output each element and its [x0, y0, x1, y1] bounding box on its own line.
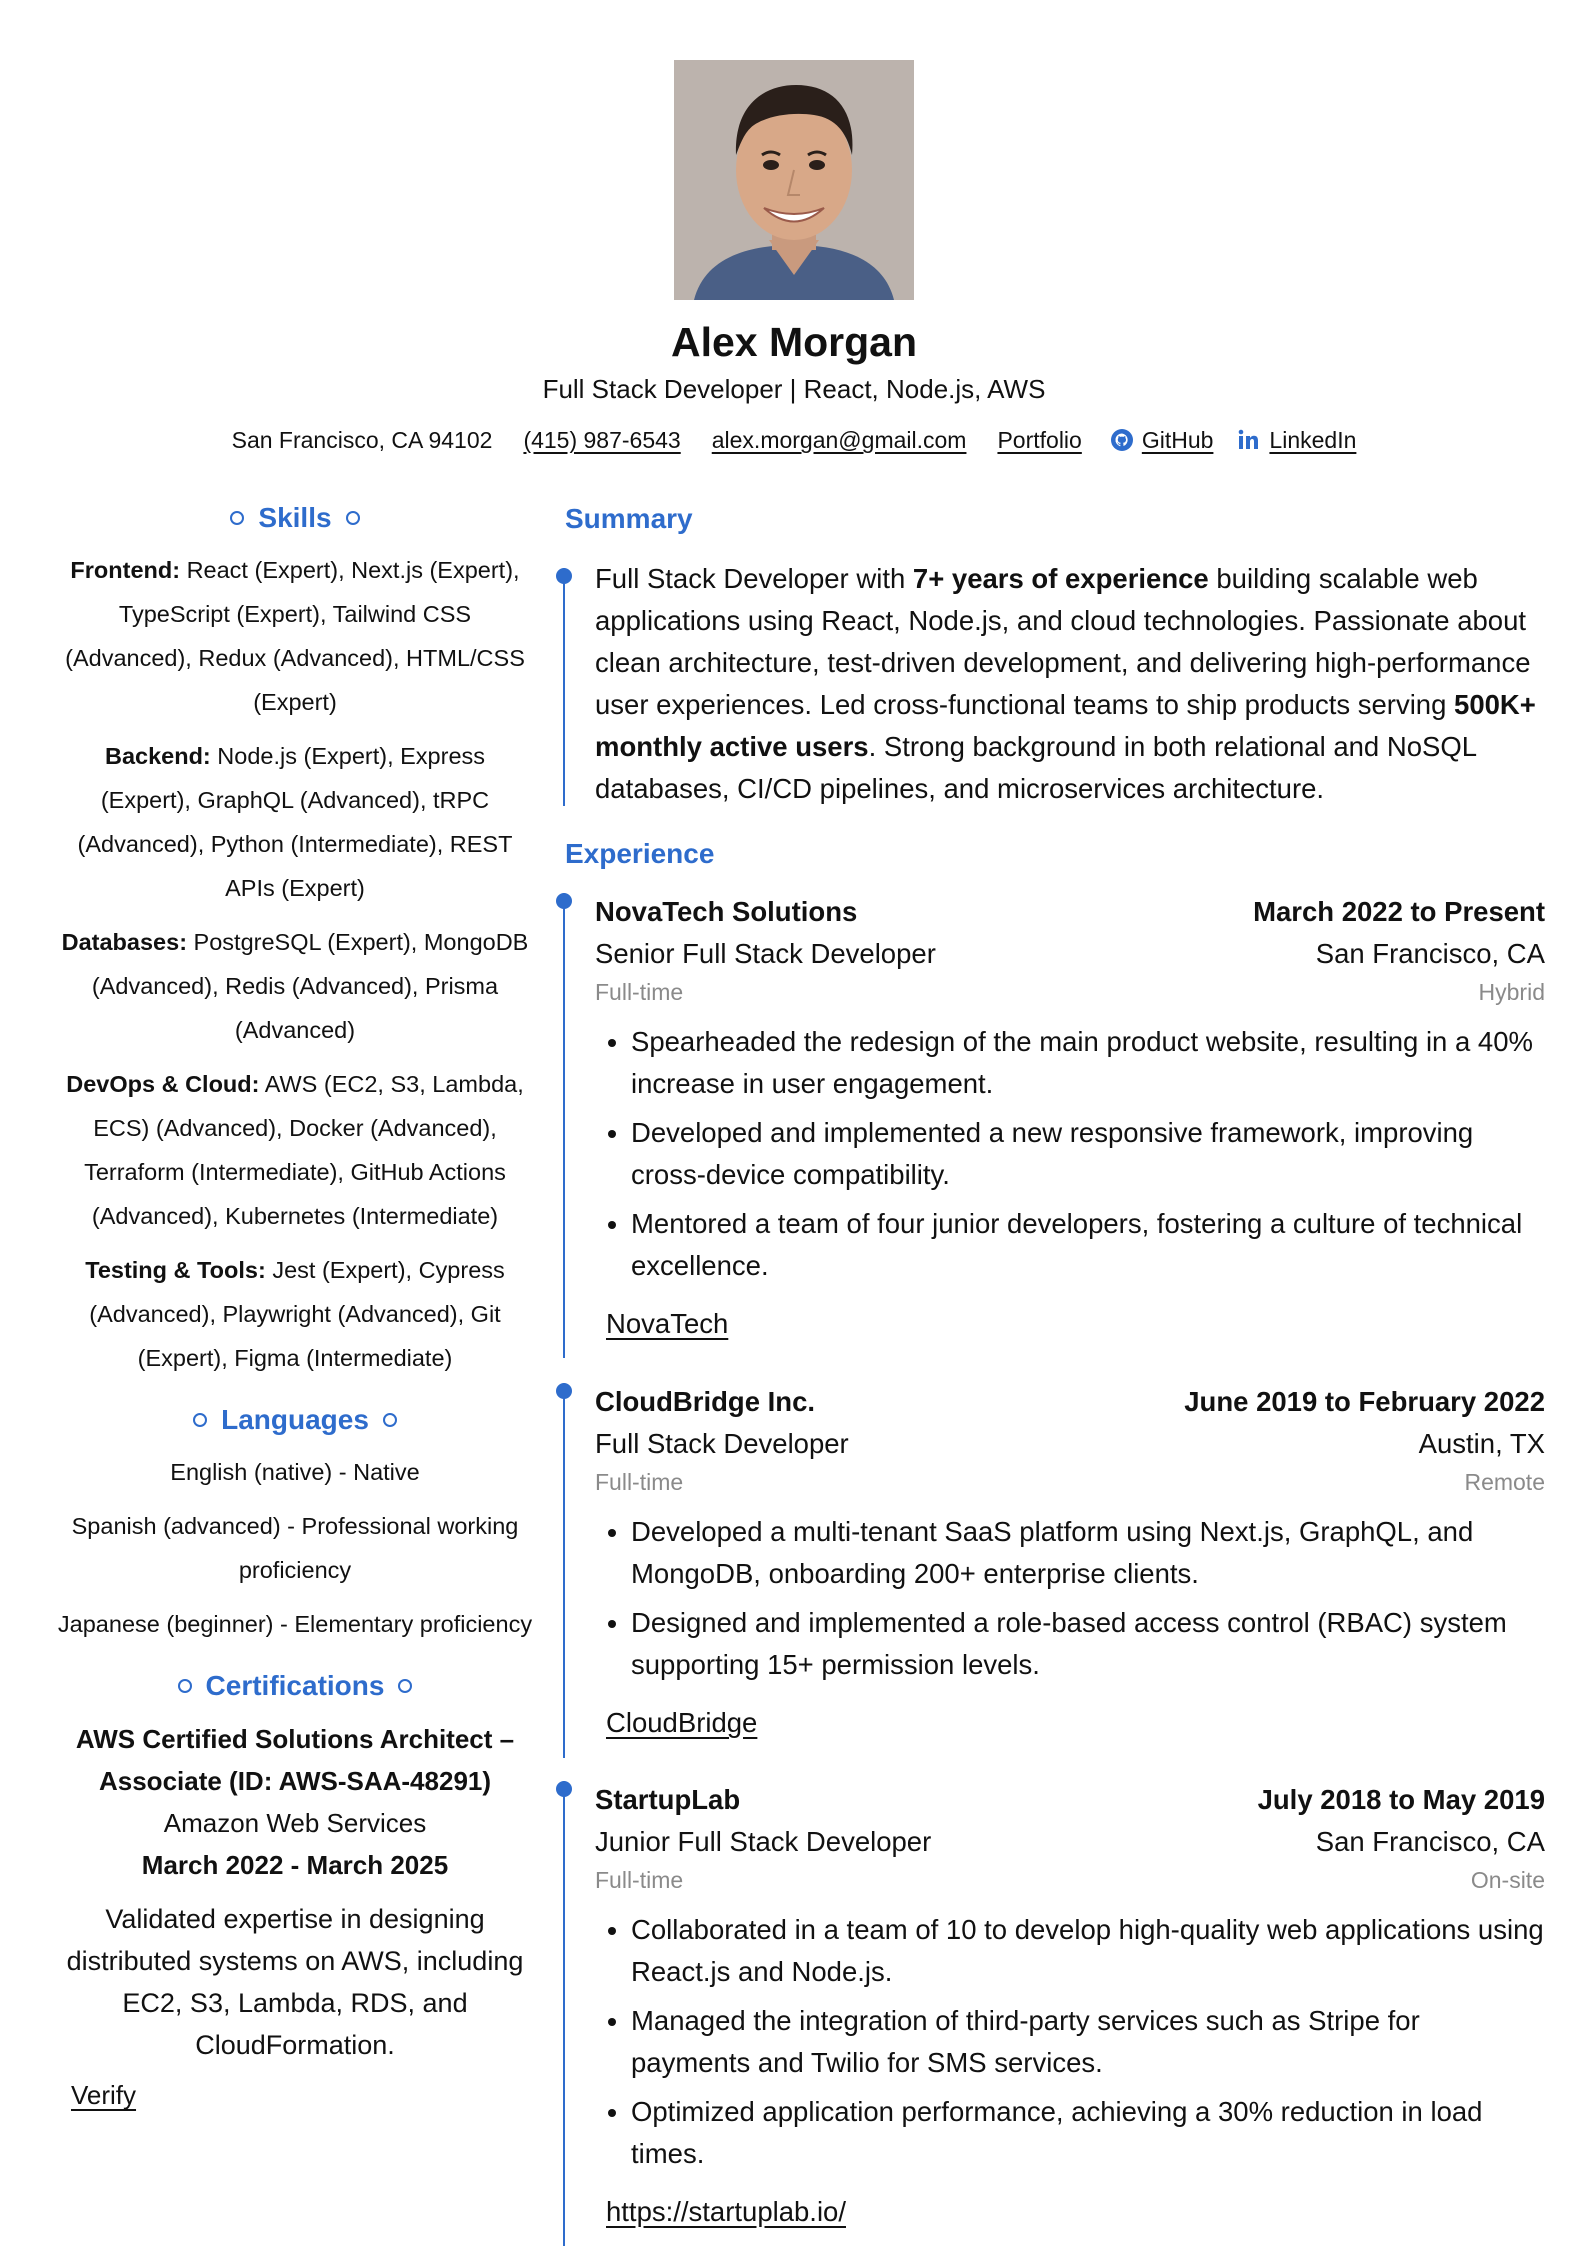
job-bullet: • Collaborated in a team of 10 to develop high-quality web applications using React.js and Node.js.	[631, 1909, 1545, 1993]
skills-heading-label: Skills	[258, 502, 332, 533]
ring-icon	[398, 1679, 412, 1693]
summary-highlight: 500K+ monthly active users	[595, 689, 1536, 762]
skill-group-backend	[55, 734, 535, 910]
skill-group-devops	[55, 1062, 535, 1238]
job-location: San Francisco, CA	[1315, 1826, 1545, 1857]
contact-location: San Francisco, CA 94102	[231, 427, 493, 453]
job-link-label[interactable]: https://startuplab.io/	[606, 2196, 846, 2227]
job-company: NovaTech Solutions	[595, 896, 858, 927]
summary-part: . Strong background in both relational and NoSQL databases, CI/CD pipelines, and microservices architecture.	[595, 731, 1477, 804]
job-link[interactable]	[595, 2191, 1545, 2233]
job-link[interactable]	[595, 1303, 1545, 1345]
profile-portrait-image	[674, 60, 914, 300]
job-company: StartupLab	[595, 1784, 741, 1815]
certifications-heading	[55, 1668, 535, 1704]
linkedin-link[interactable]: LinkedIn	[1269, 427, 1357, 453]
timeline-line-job-3	[563, 1781, 565, 2246]
languages-heading	[55, 1402, 535, 1438]
left-column	[55, 500, 535, 2116]
skills-heading	[55, 500, 535, 536]
github-link[interactable]: GitHub	[1141, 427, 1214, 453]
skill-label: Frontend:	[70, 557, 181, 583]
job-link-label[interactable]: CloudBridge	[606, 1707, 758, 1738]
job-bullets	[595, 1511, 1545, 1686]
email-link[interactable]: alex.morgan@gmail.com	[711, 427, 967, 453]
contact-bar	[0, 425, 1588, 455]
job-title: Full Stack Developer	[595, 1428, 849, 1459]
links-group	[997, 425, 1356, 455]
skill-text: PostgreSQL (Expert), MongoDB (Advanced), Redis (Advanced), Prisma (Advanced)	[91, 929, 529, 1043]
job-location: Austin, TX	[1418, 1428, 1545, 1459]
cert-title: AWS Certified Solutions Architect – Associate (ID: AWS-SAA-48291)	[75, 1724, 515, 1796]
job-bullet: • Spearheaded the redesign of the main product website, resulting in a 40% increase in user engagement.	[631, 1021, 1545, 1105]
skill-label: Testing & Tools:	[85, 1257, 266, 1283]
summary-text	[595, 558, 1545, 810]
skill-text: React (Expert), Next.js (Expert), TypeScript (Expert), Tailwind CSS (Advanced), Redux (Advanced), HTML/CSS (Expert)	[65, 557, 525, 715]
job-bullet: • Developed a multi-tenant SaaS platform using Next.js, GraphQL, and MongoDB, onboarding 200+ enterprise clients.	[631, 1511, 1545, 1595]
skill-group-frontend	[55, 548, 535, 724]
linkedin-icon	[1237, 428, 1261, 452]
candidate-name: Alex Morgan	[670, 319, 918, 365]
timeline-dot	[556, 568, 572, 584]
job-type: Full-time	[595, 1469, 684, 1495]
skill-group-databases	[55, 920, 535, 1052]
summary-highlight: 7+ years of experience	[912, 563, 1209, 594]
job-entry-cloudbridge	[595, 1381, 1545, 1744]
job-title: Junior Full Stack Developer	[595, 1826, 932, 1857]
skill-text: AWS (EC2, S3, Lambda, ECS) (Advanced), Docker (Advanced), Terraform (Intermediate), GitHub Actions (Advanced), Kubernetes (Intermediate)	[84, 1071, 524, 1229]
job-type: Full-time	[595, 979, 684, 1005]
job-entry-novatech	[595, 891, 1545, 1345]
experience-heading: Experience	[565, 838, 715, 869]
profile-photo	[674, 60, 914, 300]
job-company: CloudBridge Inc.	[595, 1386, 815, 1417]
job-dates: June 2019 to February 2022	[1184, 1386, 1545, 1417]
job-entry-startuplab	[595, 1779, 1545, 2233]
ring-icon	[178, 1679, 192, 1693]
languages-heading-label: Languages	[221, 1404, 369, 1435]
job-dates: July 2018 to May 2019	[1257, 1784, 1545, 1815]
cert-issuer: Amazon Web Services	[163, 1808, 427, 1838]
job-bullets	[595, 1021, 1545, 1287]
cert-verify-label[interactable]: Verify	[71, 2080, 137, 2110]
certifications-heading-label: Certifications	[205, 1670, 385, 1701]
timeline-line-job-2	[563, 1383, 565, 1758]
summary-heading: Summary	[565, 503, 693, 534]
language-item: Spanish (advanced) - Professional working proficiency	[71, 1513, 519, 1583]
skill-label: Backend:	[104, 743, 211, 769]
cert-verify-link[interactable]	[55, 2074, 535, 2116]
job-bullet: • Designed and implemented a role-based access control (RBAC) system supporting 15+ permission levels.	[631, 1602, 1545, 1686]
summary-part: building scalable web applications using React, Node.js, and cloud technologies. Passionate about clean architecture, test-driven development, and delivering high-performance user experiences. Led cross-functional teams to ship products serving	[595, 563, 1531, 720]
job-mode: On-site	[1470, 1867, 1545, 1893]
timeline-dot	[556, 893, 572, 909]
language-item: English (native) - Native	[170, 1459, 420, 1485]
job-type: Full-time	[595, 1867, 684, 1893]
job-link-label[interactable]: NovaTech	[606, 1308, 729, 1339]
language-item: Japanese (beginner) - Elementary proficiency	[57, 1611, 533, 1637]
job-link[interactable]	[595, 1702, 1545, 1744]
job-bullet: • Developed and implemented a new responsive framework, improving cross-device compatibility.	[631, 1112, 1545, 1196]
timeline-line-summary	[563, 568, 565, 806]
candidate-tagline: Full Stack Developer | React, Node.js, AWS	[542, 374, 1046, 404]
phone-link[interactable]: (415) 987-6543	[523, 427, 681, 453]
skill-label: Databases:	[61, 929, 188, 955]
timeline-line-job-1	[563, 893, 565, 1358]
ring-icon	[346, 511, 360, 525]
summary-part: Full Stack Developer with	[595, 563, 913, 594]
job-mode: Hybrid	[1478, 979, 1545, 1005]
job-bullet: • Mentored a team of four junior developers, fostering a culture of technical excellence.	[631, 1203, 1545, 1287]
skill-group-testing	[55, 1248, 535, 1380]
skill-label: DevOps & Cloud:	[66, 1071, 260, 1097]
ring-icon	[193, 1413, 207, 1427]
job-bullets	[595, 1909, 1545, 2175]
job-mode: Remote	[1464, 1469, 1545, 1495]
ring-icon	[230, 511, 244, 525]
job-title: Senior Full Stack Developer	[595, 938, 936, 969]
github-icon	[1110, 428, 1134, 452]
job-bullet: • Managed the integration of third-party services such as Stripe for payments and Twilio for SMS services.	[631, 2000, 1545, 2084]
ring-icon	[383, 1413, 397, 1427]
cert-description: Validated expertise in designing distributed systems on AWS, including EC2, S3, Lambda, RDS, and CloudFormation.	[66, 1904, 524, 2060]
job-dates: March 2022 to Present	[1253, 896, 1545, 927]
job-location: San Francisco, CA	[1315, 938, 1545, 969]
timeline-dot	[556, 1383, 572, 1399]
timeline-dot	[556, 1781, 572, 1797]
skill-text: Jest (Expert), Cypress (Advanced), Playwright (Advanced), Git (Expert), Figma (Intermediate)	[89, 1257, 505, 1371]
job-bullet: • Optimized application performance, achieving a 30% reduction in load times.	[631, 2091, 1545, 2175]
skill-text: Node.js (Expert), Express (Expert), GraphQL (Advanced), tRPC (Advanced), Python (Intermediate), REST APIs (Expert)	[77, 743, 513, 901]
cert-dates: March 2022 - March 2025	[141, 1850, 449, 1880]
portfolio-link[interactable]: Portfolio	[997, 427, 1082, 453]
